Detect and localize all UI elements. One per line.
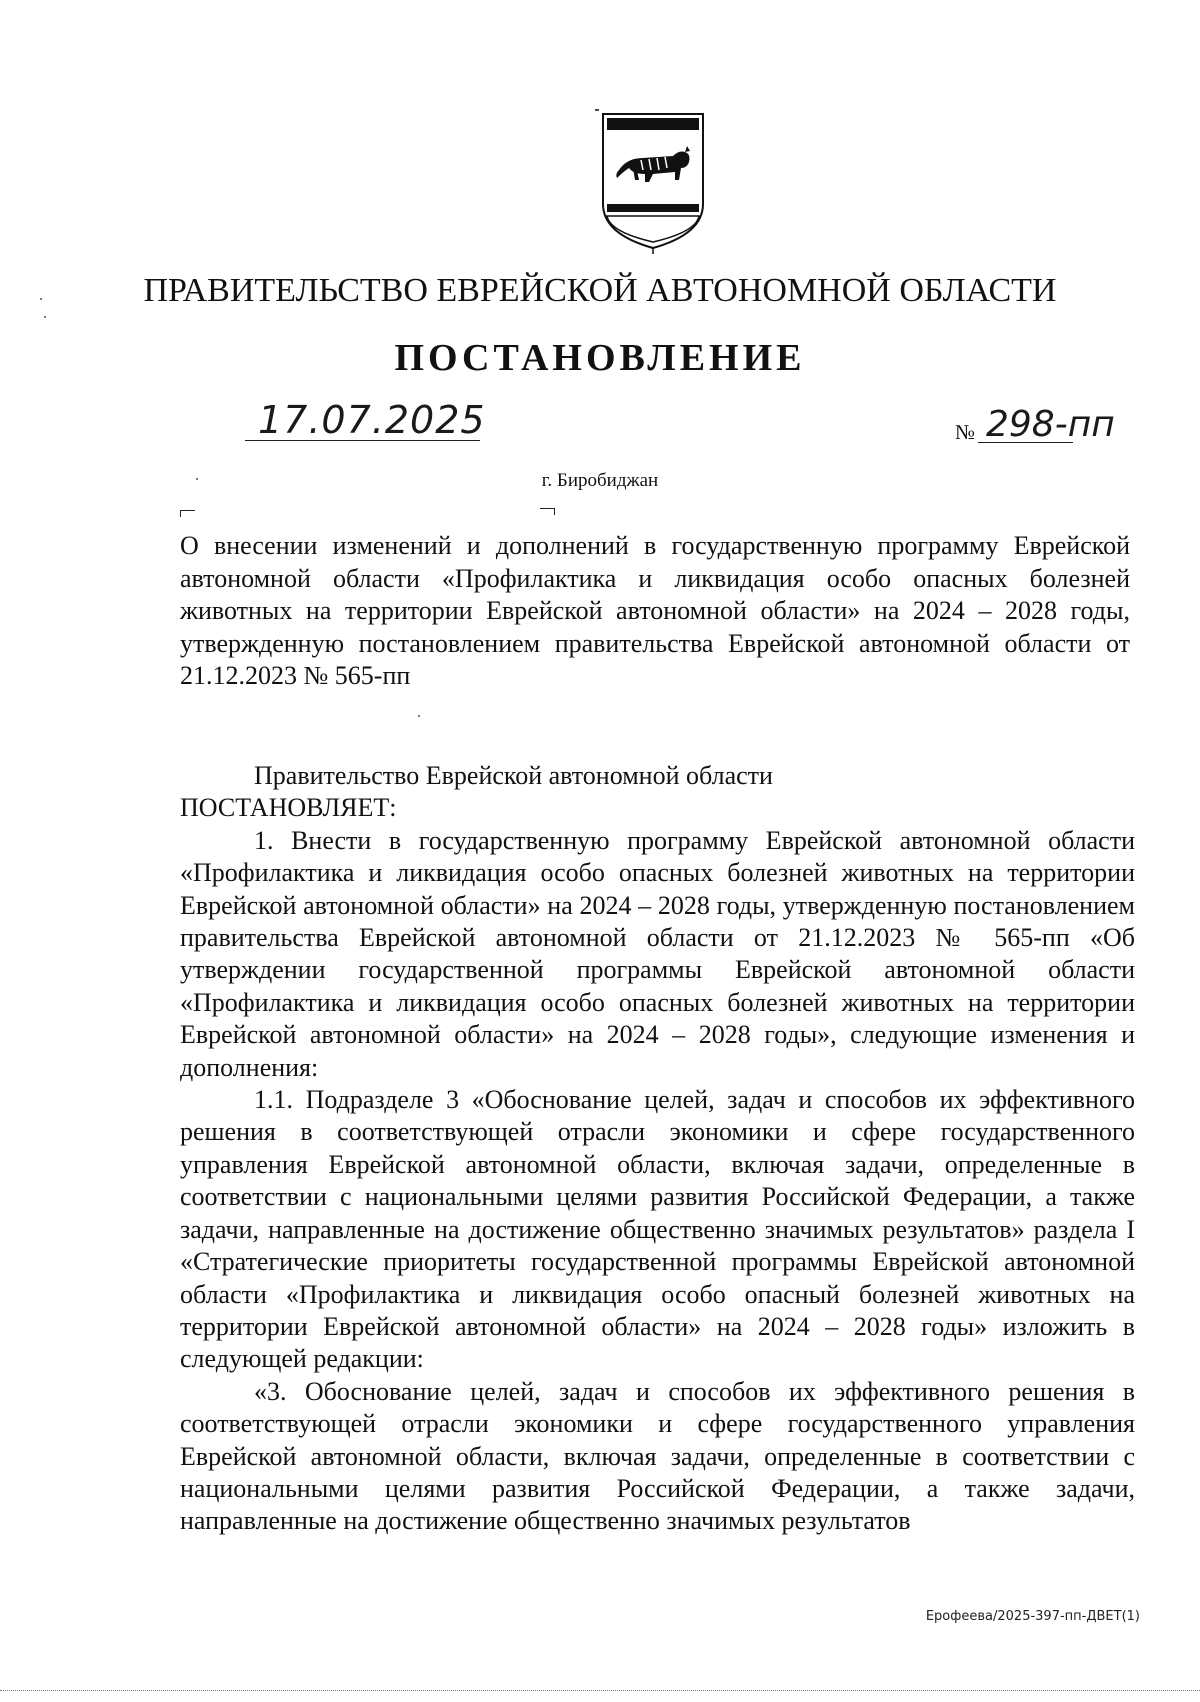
scan-speck <box>44 316 46 318</box>
paragraph-quoted-3: «3. Обоснование целей, задач и способов их эффективного решения в соответствующей отрасли экономики и сфере государственного управления Еврейской автономной области, включая задачи, определенные в соответствии с национальными целями развития Российской Федерации, а также задачи, направленные на достижение общественно значимых результатов <box>180 1376 1135 1536</box>
document-date: 17.07.2025 <box>258 398 486 442</box>
date-underline <box>245 440 480 441</box>
scan-edge <box>0 1690 1200 1691</box>
intro-line: Правительство Еврейской автономной области <box>254 761 773 790</box>
subject-bracket-right <box>540 508 555 515</box>
paragraph-1-1: 1.1. Подразделе 3 «Обоснование целей, задач и способов их эффективного решения в соответствующей отрасли экономики и сфере государственного управления Еврейской автономной области, включая задачи, определенные в соответствии с национальными целями развития Российской Федерации, а также задачи, направленные на достижение общественно значимых результатов» раздела I «Стратегические приоритеты государственной программы Еврейской автономной области «Профилактика и ликвидация особо опасный болезней животных на территории Еврейской автономной области» на 2024 – 2028 годы» изложить в следующей редакции: <box>180 1085 1135 1374</box>
document-number: 298-пп <box>986 404 1115 445</box>
scan-speck <box>418 715 420 717</box>
document-subject: О внесении изменений и дополнений в государственную программу Еврейской автономной области «Профилактика и ликвидация особо опасных болезней животных на территории Еврейской автономной области» на 2024 – 2028 годы, утвержденную постановлением правительства Еврейской автономной области от 21.12.2023 № 565-пп <box>180 531 1130 691</box>
city-line: г. Биробиджан <box>541 470 659 491</box>
resolves-line: ПОСТАНОВЛЯЕТ: <box>180 793 397 823</box>
footer-code: Ерофеева/2025-397-пп-ДВЕТ(1) <box>925 1609 1140 1624</box>
document-body <box>180 760 1135 1538</box>
number-label: № <box>955 420 976 444</box>
coat-of-arms-icon <box>593 108 713 254</box>
subject-bracket-left <box>180 510 195 517</box>
organization-title: ПРАВИТЕЛЬСТВО ЕВРЕЙСКОЙ АВТОНОМНОЙ ОБЛАСТИ <box>143 272 1057 309</box>
scan-speck <box>196 478 198 480</box>
paragraph-1: 1. Внести в государственную программу Еврейской автономной области «Профилактика и ликвидация особо опасных болезней животных на территории Еврейской автономной области» на 2024 – 2028 годы, утвержденную постановлением правительства Еврейской автономной области от 21.12.2023 № 565-пп «Об утверждении государственной программы Еврейской автономной области «Профилактика и ликвидация особо опасных болезней животных на территории Еврейской автономной области» на 2024 – 2028 годы», следующие изменения и дополнения: <box>180 825 1135 1082</box>
document-type-title: ПОСТАНОВЛЕНИЕ <box>394 337 806 379</box>
scan-speck <box>40 298 42 300</box>
number-underline <box>978 442 1073 443</box>
